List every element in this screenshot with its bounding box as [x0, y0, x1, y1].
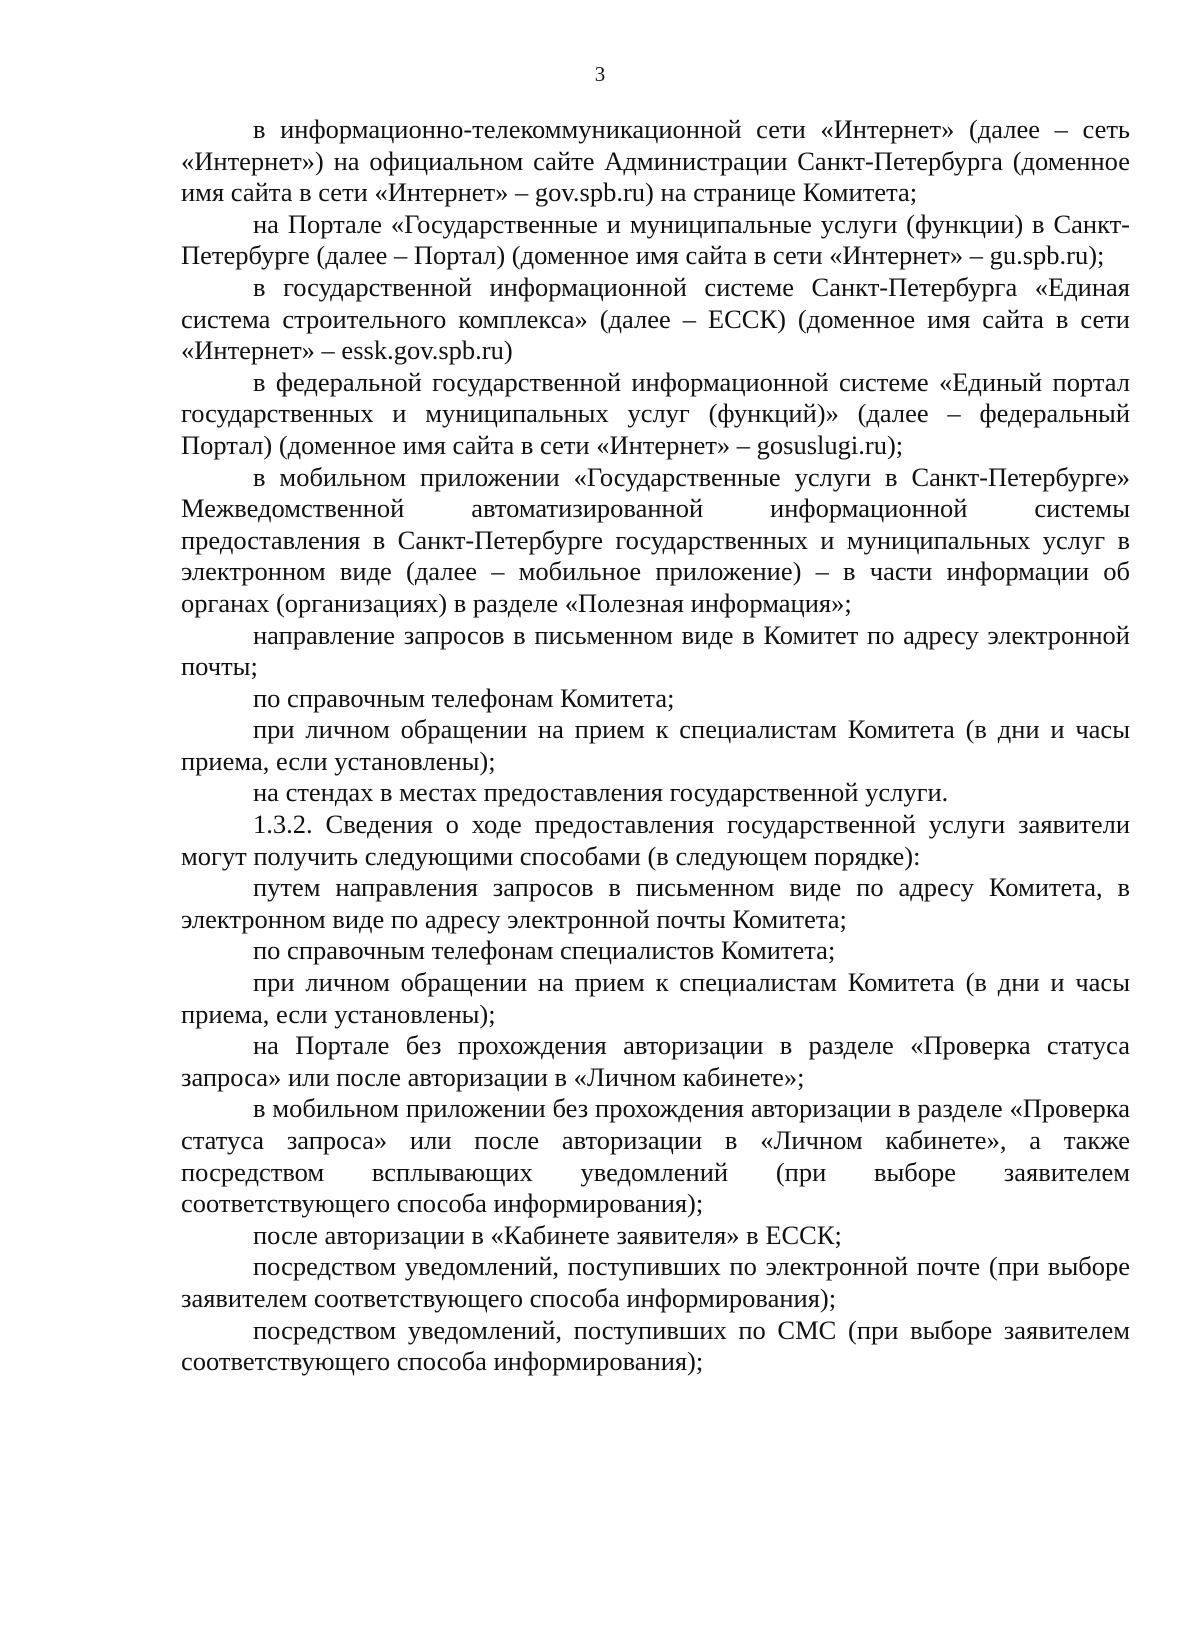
paragraph: в мобильном приложении «Государственные услуги в Санкт-Петербурге» Межведомственной автоматизированной информационной системы предоставления в Санкт-Петербурге государственных и муниципальных услуг в электронном виде (далее – мобильное приложение) – в части информации об органах (организациях) в разделе «Полезная информация»; [181, 461, 1130, 618]
paragraph: направление запросов в письменном виде в Комитет по адресу электронной почты; [181, 619, 1130, 682]
paragraph: посредством уведомлений, поступивших по СМС (при выборе заявителем соответствующего способа информирования); [181, 1314, 1130, 1377]
paragraph: в информационно-телекоммуникационной сети «Интернет» (далее – сеть «Интернет») на официальном сайте Администрации Санкт-Петербурга (доменное имя сайта в сети «Интернет» – gov.spb.ru) на странице Комитета; [181, 114, 1130, 208]
paragraph: путем направления запросов в письменном виде по адресу Комитета, в электронном виде по адресу электронной почты Комитета; [181, 872, 1130, 934]
paragraph: после авторизации в «Кабинете заявителя» в ЕССК; [253, 1219, 842, 1250]
paragraph: в государственной информационной системе Санкт-Петербурга «Единая система строительного комплекса» (далее – ЕССК) (доменное имя сайта в сети «Интернет» – essk.gov.spb.ru) [181, 271, 1130, 366]
paragraph: на Портале без прохождения авторизации в разделе «Проверка статуса запроса» или после авторизации в «Личном кабинете»; [181, 1030, 1130, 1092]
page-number: 3 [594, 62, 606, 86]
paragraph: на Портале «Государственные и муниципальные услуги (функции) в Санкт-Петербурге (далее – Портал) (доменное имя сайта в сети «Интернет» – gu.spb.ru); [181, 208, 1130, 271]
paragraph: посредством уведомлений, поступивших по электронной почте (при выборе заявителем соответствующего способа информирования); [181, 1251, 1130, 1313]
paragraph: по справочным телефонам специалистов Комитета; [253, 935, 836, 966]
document-body [181, 114, 1130, 1378]
paragraph: по справочным телефонам Комитета; [253, 682, 675, 713]
paragraph: в федеральной государственной информационной системе «Единый портал государственных и муниципальных услуг (функций)» (далее – федеральный Портал) (доменное имя сайта в сети «Интернет» – gosuslugi.ru); [181, 366, 1130, 460]
paragraph: на стендах в местах предоставления государственной услуги. [253, 777, 949, 808]
paragraph: в мобильном приложении без прохождения авторизации в разделе «Проверка статуса запроса» или после авторизации в «Личном кабинете», а также посредством всплывающих уведомлений (при выборе заявителем соответствующего способа информирования); [181, 1093, 1130, 1219]
paragraph: 1.3.2. Сведения о ходе предоставления государственной услуги заявители могут получить следующими способами (в следующем порядке): [181, 809, 1130, 871]
paragraph: при личном обращении на прием к специалистам Комитета (в дни и часы приема, если установлены); [181, 967, 1130, 1029]
paragraph: при личном обращении на прием к специалистам Комитета (в дни и часы приема, если установлены); [181, 714, 1130, 776]
